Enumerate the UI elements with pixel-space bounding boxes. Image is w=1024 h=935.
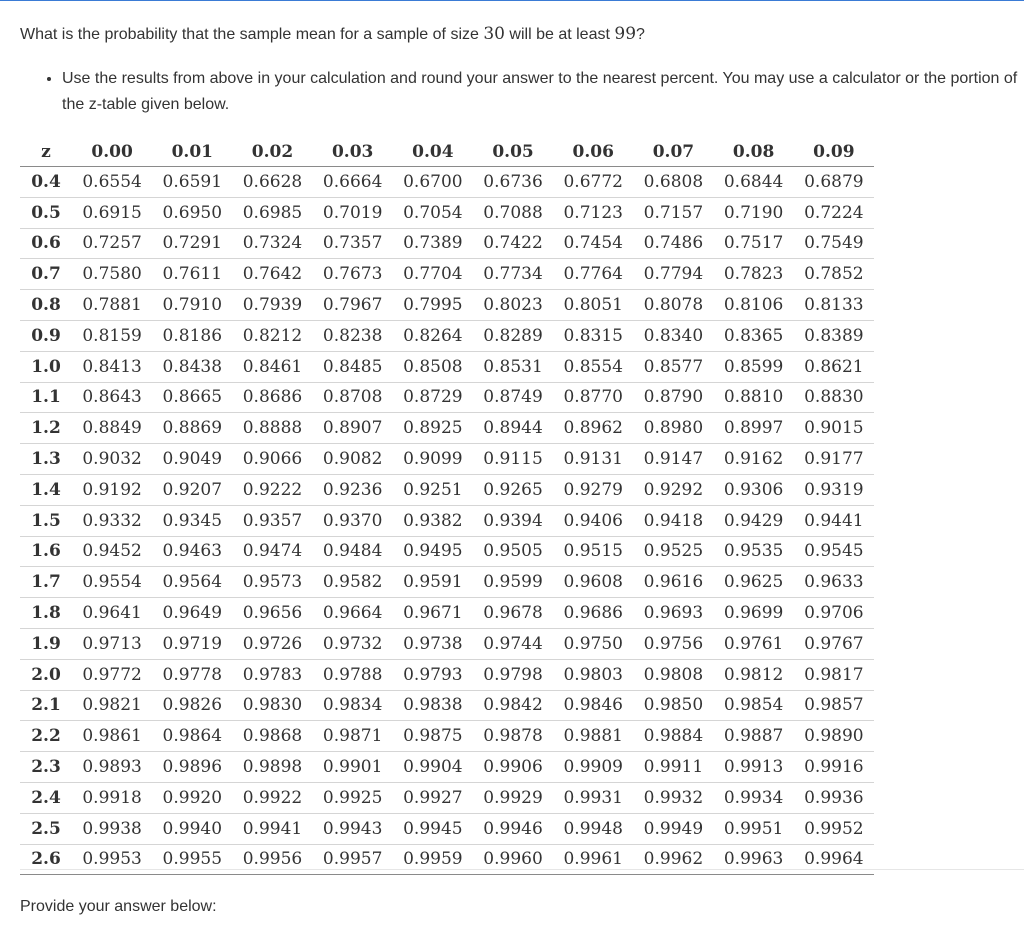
z-row-label: 1.9	[31, 633, 61, 654]
table-cell: 0.7324	[242, 233, 303, 254]
z-row-label: 2.0	[31, 664, 61, 685]
table-cell: 0.9599	[483, 572, 543, 593]
table-cell: 0.9664	[322, 603, 383, 624]
column-header: 0.08	[714, 138, 794, 167]
table-cell: 0.9761	[723, 633, 784, 654]
table-cell: 0.9525	[643, 541, 704, 562]
table-cell: 0.9857	[804, 695, 864, 716]
table-cell: 0.8686	[242, 387, 303, 408]
table-cell: 0.8264	[403, 325, 463, 346]
table-cell: 0.9641	[82, 603, 142, 624]
table-cell: 0.7123	[563, 202, 623, 223]
table-cell: 0.8729	[403, 387, 463, 408]
table-cell: 0.7794	[643, 264, 704, 285]
table-cell: 0.6915	[82, 202, 142, 223]
table-cell: 0.9936	[804, 787, 864, 808]
table-cell: 0.9686	[563, 603, 623, 624]
table-cell: 0.9750	[563, 633, 623, 654]
table-cell: 0.9495	[403, 541, 463, 562]
z-row-label: 0.7	[31, 264, 61, 285]
table-cell: 0.9959	[403, 849, 463, 870]
table-cell: 0.9881	[563, 726, 623, 747]
table-cell: 0.8238	[322, 325, 383, 346]
table-cell: 0.9418	[643, 510, 704, 531]
table-cell: 0.7910	[162, 295, 223, 316]
table-cell: 0.9911	[643, 757, 704, 778]
table-cell: 0.9608	[563, 572, 623, 593]
table-cell: 0.9893	[82, 757, 142, 778]
table-cell: 0.9515	[563, 541, 623, 562]
table-row	[20, 844, 874, 875]
table-cell: 0.8078	[643, 295, 704, 316]
table-cell: 0.7852	[804, 264, 864, 285]
column-header: 0.06	[553, 138, 633, 167]
table-cell: 0.9767	[804, 633, 864, 654]
table-row	[20, 752, 874, 783]
table-cell: 0.9306	[723, 479, 784, 500]
table-cell: 0.9382	[403, 510, 463, 531]
table-cell: 0.7823	[723, 264, 784, 285]
table-cell: 0.8621	[804, 356, 864, 377]
table-cell: 0.7019	[322, 202, 383, 223]
z-row-label: 2.3	[31, 757, 61, 778]
table-cell: 0.6772	[563, 171, 623, 192]
z-row-label: 1.7	[31, 572, 61, 593]
table-cell: 0.9699	[723, 603, 784, 624]
table-cell: 0.9817	[804, 664, 864, 685]
table-cell: 0.9429	[723, 510, 784, 531]
table-cell: 0.7704	[403, 264, 463, 285]
table-cell: 0.8438	[162, 356, 223, 377]
table-cell: 0.9875	[403, 726, 463, 747]
table-cell: 0.6950	[162, 202, 223, 223]
table-cell: 0.8508	[403, 356, 463, 377]
table-cell: 0.8810	[723, 387, 784, 408]
table-cell: 0.9940	[162, 818, 223, 839]
table-cell: 0.9878	[483, 726, 543, 747]
table-cell: 0.9931	[563, 787, 623, 808]
table-cell: 0.8980	[643, 418, 704, 439]
table-cell: 0.8907	[322, 418, 383, 439]
table-cell: 0.8925	[403, 418, 463, 439]
table-row	[20, 659, 874, 690]
column-header: 0.02	[232, 138, 312, 167]
z-column-header: z	[20, 138, 72, 167]
table-cell: 0.9015	[804, 418, 864, 439]
table-cell: 0.7224	[804, 202, 864, 223]
z-row-label: 1.4	[31, 479, 61, 500]
table-cell: 0.9890	[804, 726, 864, 747]
table-cell: 0.9943	[322, 818, 383, 839]
table-cell: 0.8770	[563, 387, 623, 408]
table-cell: 0.9854	[723, 695, 784, 716]
table-cell: 0.9953	[82, 849, 142, 870]
table-cell: 0.9927	[403, 787, 463, 808]
table-cell: 0.8289	[483, 325, 543, 346]
table-cell: 0.9332	[82, 510, 142, 531]
table-cell: 0.9573	[242, 572, 303, 593]
table-cell: 0.9957	[322, 849, 383, 870]
table-cell: 0.9896	[162, 757, 223, 778]
table-cell: 0.9693	[643, 603, 704, 624]
z-row-label: 0.4	[31, 171, 61, 192]
table-cell: 0.6664	[322, 171, 383, 192]
table-cell: 0.6700	[403, 171, 463, 192]
table-cell: 0.9783	[242, 664, 303, 685]
table-cell: 0.9192	[82, 479, 142, 500]
table-cell: 0.6628	[242, 171, 303, 192]
table-cell: 0.8389	[804, 325, 864, 346]
z-row-label: 0.8	[31, 295, 61, 316]
table-cell: 0.7734	[483, 264, 543, 285]
question-text: What is the probability that the sample mean for a sample of size 30 will be at least 99?	[20, 24, 645, 44]
table-row	[20, 628, 874, 659]
column-header: 0.01	[152, 138, 232, 167]
table-cell: 0.9049	[162, 449, 223, 470]
table-cell: 0.9726	[242, 633, 303, 654]
table-cell: 0.8577	[643, 356, 704, 377]
table-cell: 0.9830	[242, 695, 303, 716]
table-cell: 0.6554	[82, 171, 142, 192]
table-cell: 0.9956	[242, 849, 303, 870]
table-cell: 0.9066	[242, 449, 303, 470]
table-cell: 0.6844	[723, 171, 784, 192]
table-cell: 0.9706	[804, 603, 864, 624]
table-cell: 0.9082	[322, 449, 383, 470]
table-cell: 0.8665	[162, 387, 223, 408]
table-row	[20, 505, 874, 536]
table-cell: 0.9616	[643, 572, 704, 593]
table-cell: 0.9909	[563, 757, 623, 778]
table-cell: 0.7764	[563, 264, 623, 285]
table-row	[20, 197, 874, 228]
table-cell: 0.9918	[82, 787, 142, 808]
table-cell: 0.8133	[804, 295, 864, 316]
table-cell: 0.9955	[162, 849, 223, 870]
table-row	[20, 721, 874, 752]
table-cell: 0.7611	[162, 264, 223, 285]
table-cell: 0.8962	[563, 418, 623, 439]
z-row-label: 0.5	[31, 202, 61, 223]
top-accent-rule	[0, 0, 1024, 1]
column-header: 0.09	[794, 138, 874, 167]
table-cell: 0.9920	[162, 787, 223, 808]
table-cell: 0.9922	[242, 787, 303, 808]
table-cell: 0.8830	[804, 387, 864, 408]
table-cell: 0.9656	[242, 603, 303, 624]
table-cell: 0.6591	[162, 171, 223, 192]
table-cell: 0.9756	[643, 633, 704, 654]
answer-prompt: Provide your answer below:	[20, 898, 217, 915]
table-cell: 0.9236	[322, 479, 383, 500]
table-cell: 0.8888	[242, 418, 303, 439]
table-cell: 0.9904	[403, 757, 463, 778]
table-cell: 0.9222	[242, 479, 303, 500]
table-cell: 0.7939	[242, 295, 303, 316]
table-cell: 0.9834	[322, 695, 383, 716]
table-cell: 0.9279	[563, 479, 623, 500]
z-row-label: 1.8	[31, 603, 61, 624]
table-cell: 0.8790	[643, 387, 704, 408]
table-cell: 0.8413	[82, 356, 142, 377]
table-row	[20, 598, 874, 629]
table-cell: 0.9452	[82, 541, 142, 562]
table-row	[20, 413, 874, 444]
table-cell: 0.7967	[322, 295, 383, 316]
table-cell: 0.9345	[162, 510, 223, 531]
table-cell: 0.9861	[82, 726, 142, 747]
table-cell: 0.8212	[242, 325, 303, 346]
table-row	[20, 444, 874, 475]
z-row-label: 1.0	[31, 356, 61, 377]
table-cell: 0.9032	[82, 449, 142, 470]
table-cell: 0.9370	[322, 510, 383, 531]
table-cell: 0.7642	[242, 264, 303, 285]
table-cell: 0.9826	[162, 695, 223, 716]
table-cell: 0.9719	[162, 633, 223, 654]
table-cell: 0.7157	[643, 202, 704, 223]
table-cell: 0.8159	[82, 325, 142, 346]
column-header: 0.03	[313, 138, 393, 167]
z-row-label: 2.5	[31, 818, 61, 839]
table-cell: 0.7088	[483, 202, 543, 223]
table-cell: 0.9474	[242, 541, 303, 562]
table-cell: 0.7673	[322, 264, 383, 285]
table-cell: 0.8531	[483, 356, 543, 377]
table-cell: 0.9357	[242, 510, 303, 531]
table-cell: 0.9207	[162, 479, 223, 500]
table-cell: 0.9952	[804, 818, 864, 839]
table-cell: 0.9803	[563, 664, 623, 685]
table-cell: 0.9960	[483, 849, 543, 870]
table-row	[20, 259, 874, 290]
sample-size: 30	[483, 24, 505, 44]
table-cell: 0.8849	[82, 418, 142, 439]
table-cell: 0.6736	[483, 171, 543, 192]
table-cell: 0.9963	[723, 849, 784, 870]
table-cell: 0.8554	[563, 356, 623, 377]
table-cell: 0.7054	[403, 202, 463, 223]
table-cell: 0.8997	[723, 418, 784, 439]
table-cell: 0.9678	[483, 603, 543, 624]
table-cell: 0.9738	[403, 633, 463, 654]
column-header: 0.00	[72, 138, 152, 167]
z-table	[20, 138, 874, 875]
table-cell: 0.7549	[804, 233, 864, 254]
table-cell: 0.9406	[563, 510, 623, 531]
table-cell: 0.9251	[403, 479, 463, 500]
table-cell: 0.9925	[322, 787, 383, 808]
table-cell: 0.8869	[162, 418, 223, 439]
table-cell: 0.9545	[804, 541, 864, 562]
table-cell: 0.9887	[723, 726, 784, 747]
table-cell: 0.9564	[162, 572, 223, 593]
table-cell: 0.8365	[723, 325, 784, 346]
table-cell: 0.9945	[403, 818, 463, 839]
table-row	[20, 782, 874, 813]
table-cell: 0.9744	[483, 633, 543, 654]
table-cell: 0.9625	[723, 572, 784, 593]
table-cell: 0.8340	[643, 325, 704, 346]
table-cell: 0.9929	[483, 787, 543, 808]
table-row	[20, 690, 874, 721]
table-cell: 0.9948	[563, 818, 623, 839]
table-cell: 0.9292	[643, 479, 704, 500]
z-row-label: 0.6	[31, 233, 61, 254]
table-cell: 0.9850	[643, 695, 704, 716]
table-cell: 0.8643	[82, 387, 142, 408]
table-cell: 0.7517	[723, 233, 784, 254]
table-cell: 0.9463	[162, 541, 223, 562]
table-cell: 0.8051	[563, 295, 623, 316]
z-row-label: 2.4	[31, 787, 61, 808]
table-cell: 0.9177	[804, 449, 864, 470]
table-cell: 0.9838	[403, 695, 463, 716]
table-cell: 0.8485	[322, 356, 383, 377]
table-cell: 0.7580	[82, 264, 142, 285]
column-header: 0.04	[393, 138, 473, 167]
table-cell: 0.9788	[322, 664, 383, 685]
table-cell: 0.7422	[483, 233, 543, 254]
table-cell: 0.8461	[242, 356, 303, 377]
table-cell: 0.9871	[322, 726, 383, 747]
table-cell: 0.9898	[242, 757, 303, 778]
z-row-label: 1.3	[31, 449, 61, 470]
table-cell: 0.9394	[483, 510, 543, 531]
z-row-label: 1.6	[31, 541, 61, 562]
table-cell: 0.7291	[162, 233, 223, 254]
table-cell: 0.8186	[162, 325, 223, 346]
table-cell: 0.9934	[723, 787, 784, 808]
z-row-label: 1.2	[31, 418, 61, 439]
z-row-label: 2.6	[31, 849, 61, 870]
table-cell: 0.9962	[643, 849, 704, 870]
table-row	[20, 167, 874, 198]
table-cell: 0.9778	[162, 664, 223, 685]
table-cell: 0.9812	[723, 664, 784, 685]
table-cell: 0.9265	[483, 479, 543, 500]
table-cell: 0.9732	[322, 633, 383, 654]
table-cell: 0.8599	[723, 356, 784, 377]
z-table-header-row	[20, 138, 874, 167]
table-cell: 0.9913	[723, 757, 784, 778]
table-cell: 0.9505	[483, 541, 543, 562]
table-cell: 0.9808	[643, 664, 704, 685]
table-cell: 0.7357	[322, 233, 383, 254]
table-row	[20, 567, 874, 598]
table-cell: 0.9162	[723, 449, 784, 470]
instruction-list	[40, 66, 1024, 118]
instruction-item: • Use the results from above in your calculation and round your answer to the nearest percent. You may use a calculator or the portion of the z-table given below.	[62, 66, 1024, 118]
table-cell: 0.9591	[403, 572, 463, 593]
table-cell: 0.9916	[804, 757, 864, 778]
threshold-value: 99	[614, 24, 637, 44]
table-cell: 0.8315	[563, 325, 623, 346]
table-cell: 0.8106	[723, 295, 784, 316]
column-header: 0.05	[473, 138, 553, 167]
table-cell: 0.9868	[242, 726, 303, 747]
table-row	[20, 536, 874, 567]
table-row	[20, 813, 874, 844]
table-cell: 0.9938	[82, 818, 142, 839]
table-cell: 0.9793	[403, 664, 463, 685]
table-cell: 0.9713	[82, 633, 142, 654]
table-cell: 0.7454	[563, 233, 623, 254]
table-cell: 0.9964	[804, 849, 864, 870]
table-cell: 0.9319	[804, 479, 864, 500]
table-cell: 0.8944	[483, 418, 543, 439]
table-cell: 0.9941	[242, 818, 303, 839]
table-cell: 0.9932	[643, 787, 704, 808]
table-cell: 0.9961	[563, 849, 623, 870]
table-cell: 0.9846	[563, 695, 623, 716]
section-divider	[20, 869, 1024, 870]
table-row	[20, 320, 874, 351]
table-cell: 0.6808	[643, 171, 704, 192]
table-cell: 0.6985	[242, 202, 303, 223]
table-cell: 0.7995	[403, 295, 463, 316]
column-header: 0.07	[633, 138, 713, 167]
table-cell: 0.9949	[643, 818, 704, 839]
table-cell: 0.7257	[82, 233, 142, 254]
z-row-label: 2.1	[31, 695, 61, 716]
table-row	[20, 228, 874, 259]
table-cell: 0.9147	[643, 449, 704, 470]
table-cell: 0.9115	[483, 449, 543, 470]
table-cell: 0.9884	[643, 726, 704, 747]
table-cell: 0.8023	[483, 295, 543, 316]
table-cell: 0.9946	[483, 818, 543, 839]
table-cell: 0.8749	[483, 387, 543, 408]
table-cell: 0.9099	[403, 449, 463, 470]
table-cell: 0.9798	[483, 664, 543, 685]
table-cell: 0.9772	[82, 664, 142, 685]
z-row-label: 1.5	[31, 510, 61, 531]
table-row	[20, 351, 874, 382]
table-cell: 0.6879	[804, 171, 864, 192]
table-cell: 0.9906	[483, 757, 543, 778]
table-cell: 0.7881	[82, 295, 142, 316]
table-cell: 0.7486	[643, 233, 704, 254]
z-row-label: 1.1	[31, 387, 61, 408]
z-row-label: 2.2	[31, 726, 61, 747]
table-row	[20, 382, 874, 413]
table-cell: 0.9441	[804, 510, 864, 531]
table-cell: 0.9821	[82, 695, 142, 716]
z-row-label: 0.9	[31, 325, 61, 346]
table-cell: 0.9951	[723, 818, 784, 839]
table-cell: 0.9633	[804, 572, 864, 593]
table-cell: 0.8708	[322, 387, 383, 408]
table-cell: 0.9582	[322, 572, 383, 593]
table-cell: 0.7389	[403, 233, 463, 254]
table-cell: 0.9535	[723, 541, 784, 562]
table-cell: 0.9842	[483, 695, 543, 716]
table-cell: 0.9901	[322, 757, 383, 778]
table-cell: 0.9864	[162, 726, 223, 747]
table-cell: 0.9649	[162, 603, 223, 624]
table-cell: 0.9554	[82, 572, 142, 593]
table-row	[20, 474, 874, 505]
z-table-body	[20, 167, 874, 875]
table-row	[20, 290, 874, 321]
table-cell: 0.9131	[563, 449, 623, 470]
table-cell: 0.9671	[403, 603, 463, 624]
table-cell: 0.7190	[723, 202, 784, 223]
table-cell: 0.9484	[322, 541, 383, 562]
